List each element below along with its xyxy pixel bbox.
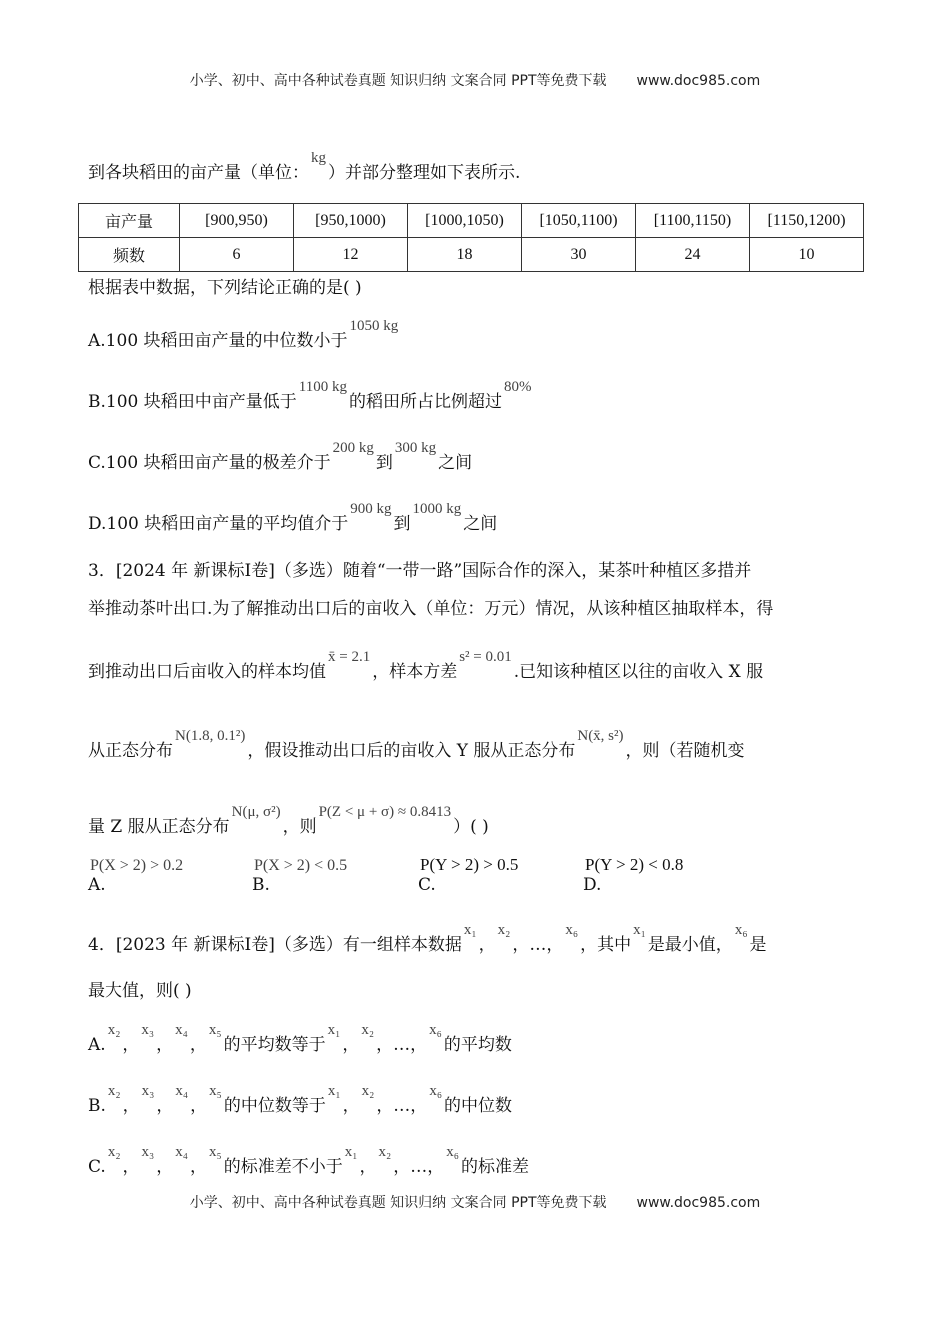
option-text: 的中位数等于 xyxy=(223,1096,326,1116)
q3-option-b xyxy=(252,855,349,895)
table-cell: 6 xyxy=(180,238,294,272)
table-cell: 24 xyxy=(636,238,750,272)
math-expr: 1000 kg xyxy=(412,501,462,517)
table-row-label: 频数 xyxy=(79,238,180,272)
intro-text: 到各块稻田的亩产量（单位： xyxy=(88,163,309,183)
q3-line5 xyxy=(88,804,489,839)
math-expr: 80% xyxy=(503,379,532,395)
q3-text: ，样本方差 xyxy=(372,662,458,682)
q3-text: 量 Z 服从正态分布 xyxy=(88,817,230,837)
math-var: x₆ xyxy=(734,922,748,938)
intro-text-end: ）并部分整理如下表所示. xyxy=(328,163,521,183)
sep: ， xyxy=(156,1035,174,1055)
sep: ， xyxy=(122,1035,140,1055)
math-expr: 900 kg xyxy=(350,501,392,517)
q3-text: ）( ) xyxy=(453,817,489,837)
option-label: D. xyxy=(583,875,602,895)
q4-option-a xyxy=(88,1022,512,1057)
q3-text: ，假设推动出口后的亩收入 Y 服从正态分布 xyxy=(247,741,576,761)
option-text: 的平均数 xyxy=(443,1035,512,1055)
q2-prompt: 根据表中数据，下列结论正确的是( ) xyxy=(88,278,362,298)
sep: ， xyxy=(359,1157,377,1177)
sep: ，…， xyxy=(376,1035,428,1055)
table-header-cell: [900,950) xyxy=(180,204,294,238)
option-text: 的中位数 xyxy=(444,1096,513,1116)
sep: ，…， xyxy=(393,1157,445,1177)
header-site: www.doc985.com xyxy=(636,73,761,89)
option-label: C. xyxy=(88,1157,106,1177)
math-var: x₂ xyxy=(361,1022,375,1038)
table-header-cell: 亩产量 xyxy=(79,204,180,238)
q3-line3 xyxy=(88,649,764,684)
math-var: x₁ xyxy=(633,922,646,938)
math-var: x₆ xyxy=(446,1144,459,1160)
math-var: x₂ xyxy=(107,1144,121,1160)
math-expr: 1100 kg xyxy=(298,379,347,395)
math-expr: N(1.8, 0.1²) xyxy=(175,728,246,744)
table-header-cell: [950,1000) xyxy=(294,204,408,238)
q2-option-b xyxy=(88,379,533,414)
q3-text: ，则（若随机变 xyxy=(625,741,745,761)
math-var: x₆ xyxy=(429,1022,442,1038)
q4-text: 是最小值， xyxy=(647,935,733,955)
option-text: 的标准差不小于 xyxy=(223,1157,343,1177)
sep: ， xyxy=(190,1096,208,1116)
math-var: x₁ xyxy=(327,1083,341,1099)
table-row xyxy=(79,238,864,272)
math-expr: 200 kg xyxy=(332,440,374,456)
math-var: x₂ xyxy=(378,1144,392,1160)
option-text: 的标准差 xyxy=(460,1157,529,1177)
math-var: x₁ xyxy=(344,1144,358,1160)
option-text: D.100 块稻田亩产量的平均值介于 xyxy=(88,514,349,534)
table-cell: 10 xyxy=(750,238,864,272)
math-var: x₂ xyxy=(497,922,511,938)
sep: ，…， xyxy=(376,1096,428,1116)
math-var: x₄ xyxy=(175,1144,189,1160)
sep: ， xyxy=(189,1035,207,1055)
math-var: x₅ xyxy=(209,1144,222,1160)
math-expr: P(X > 2) > 0.2 xyxy=(90,857,184,874)
option-text: 到 xyxy=(375,453,393,473)
math-expr: P(Z < μ + σ) ≈ 0.8413 xyxy=(318,804,452,820)
page-footer xyxy=(0,1192,950,1212)
math-var: x₅ xyxy=(209,1083,222,1099)
math-expr: x̄ = 2.1 xyxy=(328,649,371,665)
option-text: C.100 块稻田亩产量的极差介于 xyxy=(88,453,331,473)
q4-text: 4．[2023 年 新课标Ⅰ卷]（多选）有一组样本数据 xyxy=(88,935,462,955)
table-header-cell: [1050,1100) xyxy=(522,204,636,238)
q3-option-a xyxy=(88,855,185,895)
math-var: x₂ xyxy=(107,1022,121,1038)
math-expr: 1050 kg xyxy=(349,318,399,334)
page-header xyxy=(0,70,950,90)
q2-option-a xyxy=(88,318,400,353)
q4-option-b xyxy=(88,1083,513,1118)
option-label: A. xyxy=(88,1035,106,1055)
option-text: 之间 xyxy=(438,453,473,473)
q3-text: .已知该种植区以往的亩收入 X 服 xyxy=(513,662,764,682)
math-expr: P(Y > 2) < 0.8 xyxy=(585,855,684,874)
option-label: B. xyxy=(252,875,270,895)
sep: ， xyxy=(342,1035,360,1055)
math-var: x₆ xyxy=(565,922,579,938)
table-cell: 30 xyxy=(522,238,636,272)
footer-text: 小学、初中、高中各种试卷真题 知识归纳 文案合同 PPT等免费下载 xyxy=(189,1195,607,1211)
sep: ， xyxy=(156,1096,174,1116)
option-label: B. xyxy=(88,1096,106,1116)
math-expr: 300 kg xyxy=(394,440,437,456)
table-cell: 18 xyxy=(408,238,522,272)
q4-text: 是 xyxy=(749,935,767,955)
footer-site: www.doc985.com xyxy=(636,1195,761,1211)
math-var: x₅ xyxy=(208,1022,222,1038)
q3-line2: 举推动茶叶出口.为了解推动出口后的亩收入（单位：万元）情况，从该种植区抽取样本，得 xyxy=(88,599,774,619)
q4-line1 xyxy=(88,922,767,957)
q3-text: 到推动出口后亩收入的样本均值 xyxy=(88,662,326,682)
sep: ， xyxy=(478,935,496,955)
math-expr: P(X > 2) < 0.5 xyxy=(254,857,348,874)
sep: ， xyxy=(156,1157,174,1177)
q3-line4 xyxy=(88,728,745,763)
option-label: A. xyxy=(88,875,106,895)
math-expr: N(x̄, s²) xyxy=(577,728,624,744)
table-header-cell: [1150,1200) xyxy=(750,204,864,238)
q4-text: ，其中 xyxy=(580,935,632,955)
sep: ， xyxy=(122,1157,140,1177)
q3-option-c xyxy=(418,855,520,895)
q2-option-d xyxy=(88,501,498,536)
math-var: x₁ xyxy=(327,1022,341,1038)
q3-line1: 3．[2024 年 新课标Ⅰ卷]（多选）随着“一带一路”国际合作的深入，某茶叶种植区多措并 xyxy=(88,561,752,581)
q4-option-c xyxy=(88,1144,529,1179)
math-var: x₂ xyxy=(361,1083,375,1099)
unit-kg: kg xyxy=(311,150,326,166)
option-text: A.100 块稻田亩产量的中位数小于 xyxy=(88,331,348,351)
math-var: x₆ xyxy=(429,1083,443,1099)
header-text: 小学、初中、高中各种试卷真题 知识归纳 文案合同 PPT等免费下载 xyxy=(189,73,607,89)
math-var: x₄ xyxy=(175,1022,188,1038)
math-var: x₁ xyxy=(463,922,477,938)
q3-text: 从正态分布 xyxy=(88,741,173,761)
option-text: 的稻田所占比例超过 xyxy=(348,392,502,412)
option-label: C. xyxy=(418,875,436,895)
frequency-table xyxy=(78,203,864,272)
math-var: x₂ xyxy=(107,1083,121,1099)
option-text: B.100 块稻田中亩产量低于 xyxy=(88,392,297,412)
table-header-row xyxy=(79,204,864,238)
table-header-cell: [1000,1050) xyxy=(408,204,522,238)
q2-option-c xyxy=(88,440,473,475)
option-text: 的平均数等于 xyxy=(223,1035,326,1055)
math-expr: N(μ, σ²) xyxy=(231,804,281,820)
table-cell: 12 xyxy=(294,238,408,272)
math-expr: s² = 0.01 xyxy=(459,649,512,665)
q3-option-d xyxy=(583,855,685,895)
q3-text: ，则 xyxy=(282,817,317,837)
sep: ，…， xyxy=(512,935,564,955)
q4-line2: 最大值，则( ) xyxy=(88,981,192,1001)
math-var: x₃ xyxy=(141,1144,155,1160)
option-text: 到 xyxy=(393,514,411,534)
math-var: x₃ xyxy=(141,1022,155,1038)
sep: ， xyxy=(122,1096,140,1116)
sep: ， xyxy=(342,1096,360,1116)
option-text: 之间 xyxy=(463,514,498,534)
math-var: x₃ xyxy=(141,1083,155,1099)
table-header-cell: [1100,1150) xyxy=(636,204,750,238)
intro-line xyxy=(88,150,521,185)
sep: ， xyxy=(190,1157,208,1177)
math-var: x₄ xyxy=(175,1083,189,1099)
math-expr: P(Y > 2) > 0.5 xyxy=(420,855,519,874)
